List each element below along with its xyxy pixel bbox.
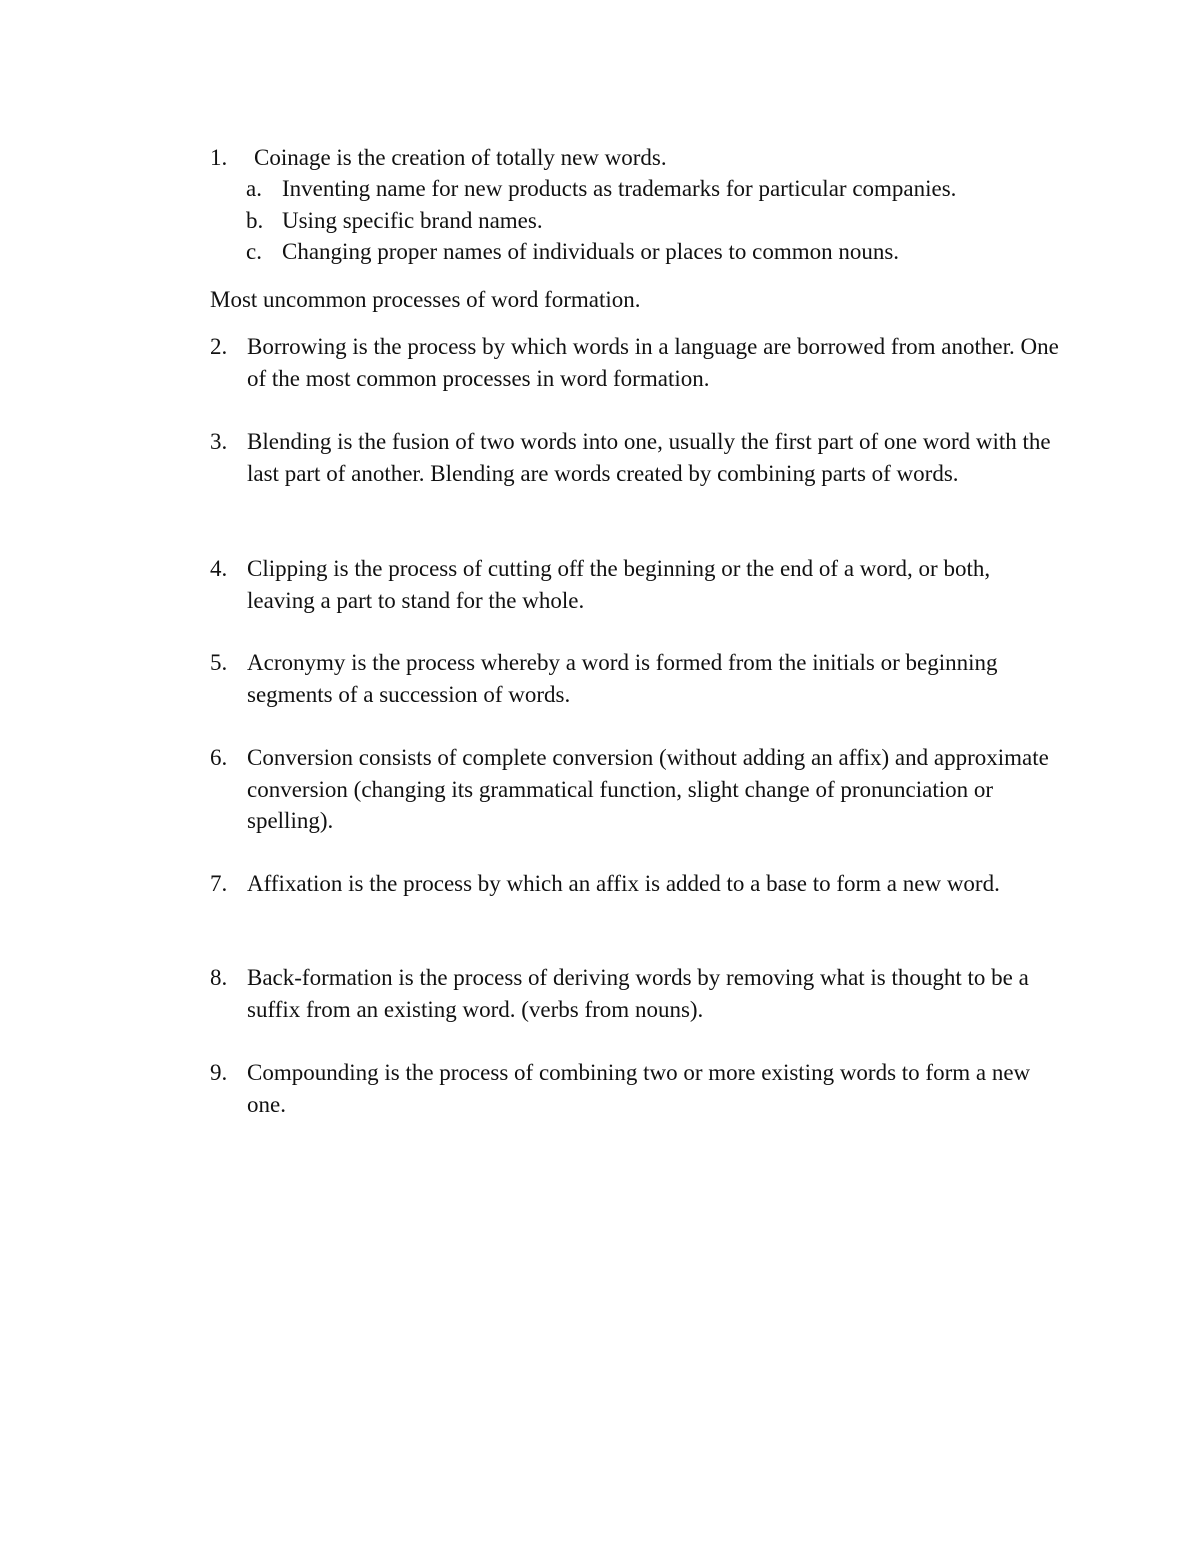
- sub-item-c: [246, 236, 1066, 268]
- list-item-2: [210, 331, 1060, 394]
- list-item-text: Borrowing is the process by which words in a language are borrowed from another. One of the most common processes in word formation.: [247, 334, 1059, 391]
- sub-item-text: Changing proper names of individuals or places to common nouns.: [282, 239, 900, 264]
- list-item-text: Acronymy is the process whereby a word is formed from the initials or beginning segments of a succession of words.: [247, 650, 998, 707]
- sub-letter: a.: [246, 176, 262, 201]
- list-item-text: Back-formation is the process of deriving words by removing what is thought to be a suffix from an existing word. (verbs from nouns).: [247, 965, 1029, 1022]
- list-number: 4.: [210, 556, 228, 581]
- list-item-4: [210, 553, 1060, 616]
- sub-letter: b.: [246, 208, 264, 233]
- list-number: 7.: [210, 871, 228, 896]
- sub-letter: c.: [246, 239, 262, 264]
- list-item-text: Coinage is the creation of totally new words.: [254, 145, 667, 170]
- list-number: 9.: [210, 1060, 228, 1085]
- section-heading: Most uncommon processes of word formation.: [210, 287, 641, 312]
- sub-item-b: [246, 205, 1066, 237]
- list-number: 6.: [210, 745, 228, 770]
- list-item-1: [210, 142, 1060, 174]
- list-item-6: [210, 742, 1060, 837]
- list-number: 5.: [210, 650, 228, 675]
- list-item-text: Clipping is the process of cutting off the beginning or the end of a word, or both, leaving a part to stand for the whole.: [247, 556, 991, 613]
- list-item-text: Blending is the fusion of two words into one, usually the first part of one word with the last part of another. Blending are words created by combining parts of words.: [247, 429, 1051, 486]
- list-item-7: [210, 868, 1060, 900]
- list-item-3: [210, 426, 1060, 489]
- list-number: 2.: [210, 334, 228, 359]
- list-item-9: [210, 1057, 1060, 1120]
- sub-item-text: Inventing name for new products as trademarks for particular companies.: [282, 176, 957, 201]
- list-number: 3.: [210, 429, 228, 454]
- list-number: 1.: [210, 145, 228, 170]
- list-number: 8.: [210, 965, 228, 990]
- list-item-text: Affixation is the process by which an affix is added to a base to form a new word.: [247, 871, 1000, 896]
- list-item-text: Compounding is the process of combining two or more existing words to form a new one.: [247, 1060, 1031, 1117]
- list-item-8: [210, 962, 1060, 1025]
- list-item-5: [210, 647, 1060, 710]
- sub-item-a: [246, 173, 1066, 205]
- sub-item-text: Using specific brand names.: [282, 208, 543, 233]
- list-item-text: Conversion consists of complete conversion (without adding an affix) and approximate conversion (changing its grammatical function, slight change of pronunciation or spelling).: [247, 745, 1049, 833]
